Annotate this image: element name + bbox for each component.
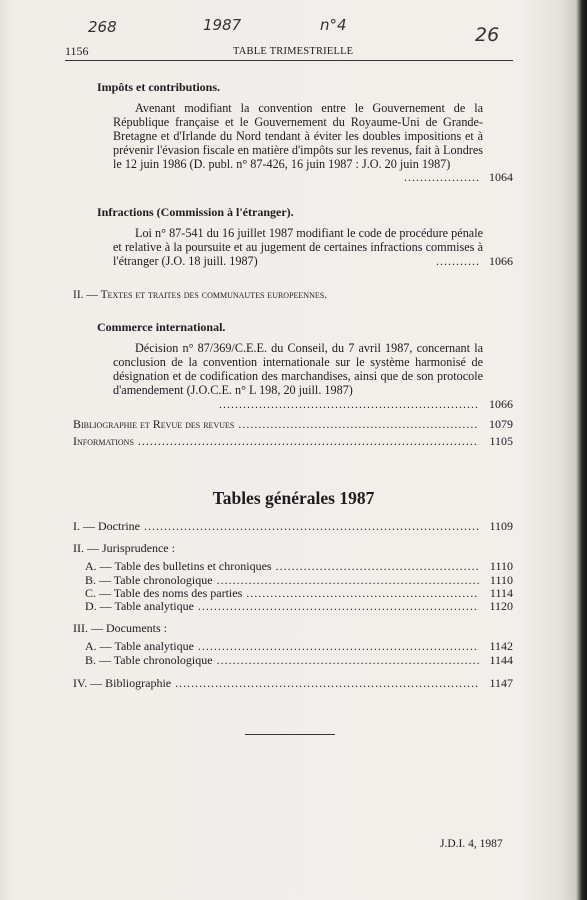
leader-dots bbox=[138, 434, 479, 449]
toc-page-bibliographie-revue: 1079 bbox=[489, 417, 513, 431]
toc-heading-jurisprudence bbox=[73, 541, 175, 556]
toc-label: C. — Table des noms des parties bbox=[85, 586, 243, 600]
toc-line-documents-b bbox=[85, 653, 513, 668]
toc-label-informations: Informations bbox=[73, 434, 134, 448]
tables-title: Tables générales 1987 bbox=[212, 488, 375, 508]
section-title-infractions: Infractions (Commission à l'étranger). bbox=[97, 205, 294, 219]
toc-heading-documents bbox=[73, 621, 167, 636]
section-title-commerce: Commerce international. bbox=[97, 320, 226, 334]
leader-dots bbox=[198, 639, 479, 654]
entry-body-impots: Avenant modifiant la convention entre le Gouvernement de la République française et le Gouvernement du Royaume-Uni de Grande-Bretagne et d'Irlande du Nord tendant à éviter les doubles impositions et à prévenir l'évasion fiscale en matière d'impôts sur les revenus, fait à Londres le 12 juin 1986 (D. publ. n° 87-426, 16 juin 1987 : J.O. 20 juin 1987) bbox=[113, 101, 483, 171]
entry-page-commerce-line bbox=[215, 397, 513, 412]
closing-rule bbox=[245, 734, 335, 735]
toc-line-jurisprudence-d bbox=[85, 599, 513, 614]
leader-dots bbox=[436, 254, 479, 269]
toc-label: A. — Table des bulletins et chroniques bbox=[85, 559, 272, 573]
leader-dots bbox=[219, 397, 479, 412]
handwritten-note-number: n°4 bbox=[320, 16, 347, 34]
toc-label-bibliographie: IV. — Bibliographie bbox=[73, 676, 172, 690]
toc-page-doctrine: 1109 bbox=[489, 519, 513, 533]
entry-text-commerce bbox=[113, 341, 483, 397]
toc-line-informations bbox=[73, 434, 513, 449]
toc-label: B. — Table chronologique bbox=[85, 653, 213, 667]
leader-dots bbox=[276, 559, 479, 574]
leader-dots bbox=[217, 653, 479, 668]
toc-page: 1144 bbox=[489, 653, 513, 667]
part-title-text: II. — Textes et traites des communautes europeennes. bbox=[73, 289, 328, 301]
toc-line-documents-a bbox=[85, 639, 513, 654]
entry-page-impots: 1064 bbox=[489, 170, 513, 184]
handwritten-note-right: 26 bbox=[475, 24, 500, 46]
entry-page-impots-line bbox=[400, 170, 513, 185]
leader-dots bbox=[198, 599, 479, 614]
header-title: TABLE TRIMESTRIELLE bbox=[233, 46, 354, 57]
entry-text-infractions bbox=[113, 226, 483, 268]
entry-body-infractions: Loi n° 87-541 du 16 juillet 1987 modifiant le code de procédure pénale et relative à la poursuite et au jugement de certaines infractions commises à l'étranger (J.O. 18 juill. 1987) bbox=[113, 226, 483, 268]
toc-label: A. — Table analytique bbox=[85, 639, 194, 653]
toc-page: 1120 bbox=[489, 599, 513, 613]
leader-dots bbox=[175, 676, 479, 691]
toc-page: 1114 bbox=[489, 586, 513, 600]
toc-line-jurisprudence-a bbox=[85, 559, 513, 574]
toc-label-doctrine: I. — Doctrine bbox=[73, 519, 140, 533]
part-title-communautes bbox=[73, 289, 327, 301]
entry-body-commerce: Décision n° 87/369/C.E.E. du Conseil, du 7 avril 1987, concernant la conclusion de la convention internationale sur le système harmonisé de désignation et de codification des marchandises, ainsi que de son protocole d'amendement (J.O.C.E. n° L 198, 20 juill. 1987) bbox=[113, 341, 483, 397]
entry-text-impots bbox=[113, 101, 483, 171]
handwritten-note-left: 268 bbox=[88, 18, 117, 36]
page-number: 1156 bbox=[65, 44, 89, 58]
toc-page-informations: 1105 bbox=[489, 434, 513, 448]
toc-line-bibliographie-revue bbox=[73, 417, 513, 432]
handwritten-note-year: 1987 bbox=[203, 16, 242, 34]
toc-page: 1110 bbox=[489, 573, 513, 587]
toc-label-jurisprudence: II. — Jurisprudence : bbox=[73, 541, 175, 555]
toc-label: B. — Table chronologique bbox=[85, 573, 213, 587]
entry-page-commerce: 1066 bbox=[489, 397, 513, 411]
leader-dots bbox=[238, 417, 479, 432]
entry-page-infractions-line bbox=[432, 254, 513, 269]
toc-label: D. — Table analytique bbox=[85, 599, 194, 613]
toc-line-bibliographie bbox=[73, 676, 513, 691]
leader-dots bbox=[144, 519, 479, 534]
footer-citation: J.D.I. 4, 1987 bbox=[440, 838, 503, 850]
toc-page: 1110 bbox=[489, 559, 513, 573]
section-title-impots: Impôts et contributions. bbox=[97, 80, 221, 94]
toc-line-doctrine bbox=[73, 519, 513, 534]
toc-page-bibliographie: 1147 bbox=[489, 676, 513, 690]
toc-page: 1142 bbox=[489, 639, 513, 653]
entry-page-infractions: 1066 bbox=[489, 254, 513, 268]
toc-label-bibliographie-revue: Bibliographie et Revue des revues bbox=[73, 417, 235, 431]
toc-label-documents: III. — Documents : bbox=[73, 621, 167, 635]
header-rule bbox=[65, 60, 513, 61]
leader-dots bbox=[404, 170, 479, 185]
